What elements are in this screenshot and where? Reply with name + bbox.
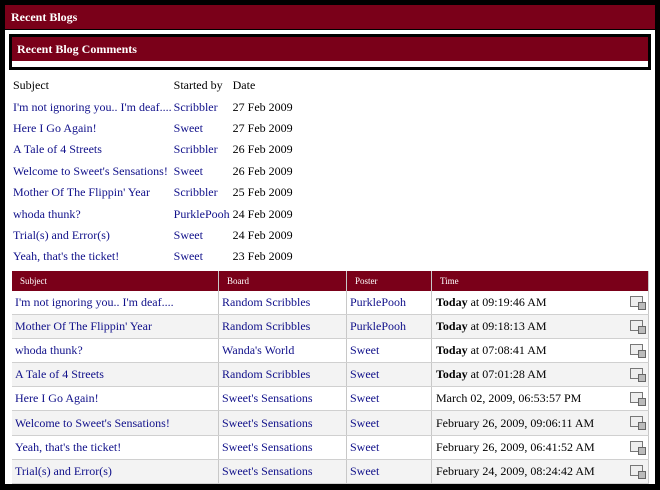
post-subject-link[interactable]: Welcome to Sweet's Sensations! [15, 415, 170, 430]
table-row [12, 338, 649, 362]
comment-author-link[interactable]: Sweet [173, 227, 203, 242]
comment-author-link[interactable]: Sweet [173, 163, 203, 178]
post-board-link[interactable]: Sweet's Sensations [222, 391, 313, 406]
list-header [12, 75, 294, 96]
table-row [12, 314, 649, 338]
post-board-link[interactable]: Random Scribbles [222, 318, 311, 333]
post-time-text: at 07:01:28 AM [467, 367, 547, 382]
post-poster-link[interactable]: Sweet [350, 463, 380, 478]
post-board-link[interactable]: Sweet's Sensations [222, 415, 313, 430]
post-poster-link[interactable]: PurklePooh [350, 294, 407, 309]
post-time [432, 363, 649, 387]
post-poster-link[interactable]: Sweet [350, 439, 380, 454]
comment-subject-link[interactable]: Welcome to Sweet's Sensations! [13, 163, 168, 178]
post-time-text: February 24, 2009, 08:24:42 AM [436, 463, 595, 478]
post-subject-link[interactable]: Mother Of The Flippin' Year [15, 318, 152, 333]
recent-posts-table [12, 271, 649, 485]
comment-author-link[interactable]: Scribbler [173, 185, 218, 200]
goto-post-icon[interactable] [630, 392, 643, 403]
post-time-day: Today [436, 318, 468, 333]
post-time [432, 291, 649, 315]
table-row [12, 435, 649, 459]
post-poster-link[interactable]: Sweet [350, 415, 380, 430]
post-poster-link[interactable]: Sweet [350, 391, 380, 406]
col-time[interactable]: Time [432, 271, 649, 291]
panel-title: Recent Blogs [5, 5, 655, 30]
recent-comments-title: Recent Blog Comments [17, 42, 137, 56]
recent-blogs-panel [5, 5, 655, 484]
post-subject-link[interactable]: I'm not ignoring you.. I'm deaf.... [15, 294, 174, 309]
recent-comments-box [9, 34, 651, 64]
post-board-link[interactable]: Wanda's World [222, 342, 295, 357]
goto-post-icon[interactable] [630, 320, 643, 331]
comment-date: 27 Feb 2009 [232, 120, 293, 135]
col-subject[interactable]: Subject [12, 271, 219, 291]
post-board-link[interactable]: Random Scribbles [222, 294, 311, 309]
comment-subject-link[interactable]: Here I Go Again! [13, 120, 97, 135]
col-poster[interactable]: Poster [347, 271, 432, 291]
goto-post-icon[interactable] [630, 368, 643, 379]
post-time-day: Today [436, 367, 468, 382]
list-item [12, 246, 294, 267]
post-time [432, 411, 649, 435]
post-time-text: February 26, 2009, 09:06:11 AM [436, 415, 595, 430]
comment-author-link[interactable]: Sweet [173, 120, 203, 135]
comment-date: 25 Feb 2009 [232, 185, 293, 200]
comment-author-link[interactable]: PurklePooh [173, 206, 230, 221]
post-time [432, 459, 649, 483]
recent-comments-list [12, 75, 294, 268]
post-time-text: February 26, 2009, 06:41:52 AM [436, 439, 595, 454]
table-row [12, 411, 649, 435]
post-time [432, 387, 649, 411]
post-subject-link[interactable]: Here I Go Again! [15, 391, 99, 406]
goto-post-icon[interactable] [630, 441, 643, 452]
comment-date: 23 Feb 2009 [232, 249, 293, 264]
header-started-by: Started by [173, 78, 223, 93]
header-date: Date [232, 78, 256, 93]
list-item [12, 118, 294, 139]
table-row [12, 459, 649, 483]
table-row [12, 387, 649, 411]
list-item [12, 203, 294, 224]
col-board[interactable]: Board [219, 271, 347, 291]
table-row [12, 291, 649, 315]
post-time [432, 338, 649, 362]
post-time-text: at 09:19:46 AM [467, 294, 547, 309]
list-item [12, 182, 294, 203]
comment-date: 24 Feb 2009 [232, 227, 293, 242]
post-time-day: Today [436, 342, 468, 357]
post-time [432, 314, 649, 338]
post-time-text: March 02, 2009, 06:53:57 PM [436, 391, 582, 406]
list-item [12, 225, 294, 246]
comment-subject-link[interactable]: A Tale of 4 Streets [13, 142, 102, 157]
table-row [12, 363, 649, 387]
goto-post-icon[interactable] [630, 416, 643, 427]
list-item [12, 96, 294, 117]
goto-post-icon[interactable] [630, 344, 643, 355]
post-subject-link[interactable]: whoda thunk? [15, 342, 83, 357]
post-poster-link[interactable]: PurklePooh [350, 318, 407, 333]
post-time-day: Today [436, 294, 468, 309]
post-board-link[interactable]: Sweet's Sensations [222, 463, 313, 478]
post-board-link[interactable]: Sweet's Sensations [222, 439, 313, 454]
list-item [12, 139, 294, 160]
comment-date: 26 Feb 2009 [232, 142, 293, 157]
table-header [12, 271, 649, 291]
post-time-text: at 07:08:41 AM [467, 342, 547, 357]
post-subject-link[interactable]: Yeah, that's the ticket! [15, 439, 122, 454]
post-poster-link[interactable]: Sweet [350, 367, 380, 382]
comment-date: 24 Feb 2009 [232, 206, 293, 221]
post-board-link[interactable]: Random Scribbles [222, 367, 311, 382]
post-time [432, 435, 649, 459]
comment-subject-link[interactable]: whoda thunk? [13, 206, 81, 221]
recent-comments-body [9, 61, 651, 70]
comment-subject-link[interactable]: Trial(s) and Error(s) [13, 227, 110, 242]
comment-author-link[interactable]: Scribbler [173, 99, 218, 114]
post-subject-link[interactable]: Trial(s) and Error(s) [15, 463, 112, 478]
comment-author-link[interactable]: Scribbler [173, 142, 218, 157]
list-item [12, 161, 294, 182]
post-poster-link[interactable]: Sweet [350, 342, 380, 357]
comment-date: 26 Feb 2009 [232, 163, 293, 178]
goto-post-icon[interactable] [630, 465, 643, 476]
comment-subject-link[interactable]: I'm not ignoring you.. I'm deaf.... [13, 99, 172, 114]
goto-post-icon[interactable] [630, 296, 643, 307]
post-time-text: at 09:18:13 AM [467, 318, 547, 333]
comment-subject-link[interactable]: Mother Of The Flippin' Year [13, 185, 150, 200]
header-subject: Subject [13, 78, 49, 93]
comment-date: 27 Feb 2009 [232, 99, 293, 114]
comment-author-link[interactable]: Sweet [173, 249, 203, 264]
comment-subject-link[interactable]: Yeah, that's the ticket! [13, 249, 120, 264]
post-subject-link[interactable]: A Tale of 4 Streets [15, 367, 104, 382]
